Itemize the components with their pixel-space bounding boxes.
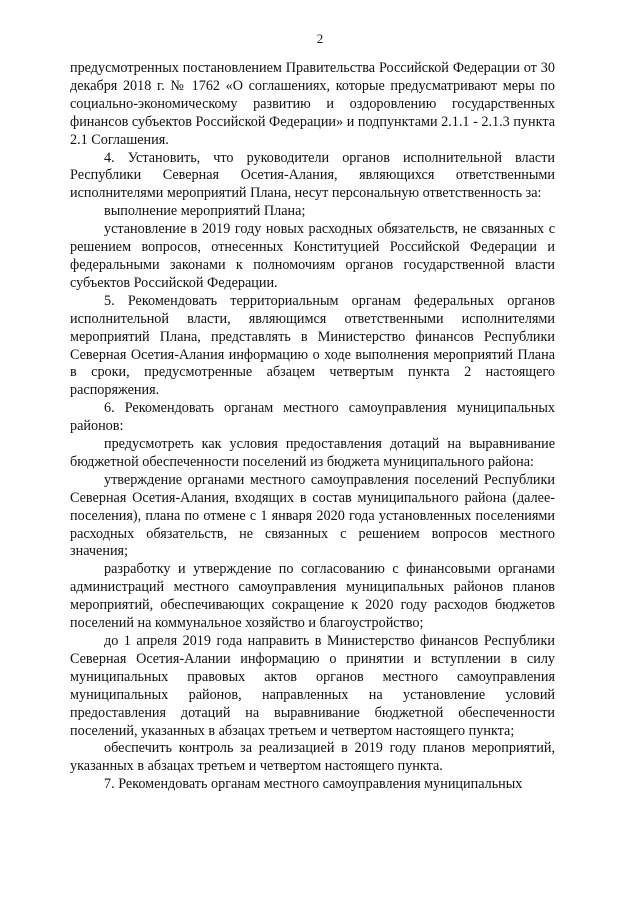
document-body	[70, 60, 555, 794]
paragraph: разработку и утверждение по согласованию с финансовыми органами администраций местного самоуправления муниципальных районов планов мероприятий, обеспечивающих сокращение к 2020 году расходов бюджетов поселений на коммунальное хозяйство и благоустройство;	[70, 561, 555, 632]
paragraph: обеспечить контроль за реализацией в 2019 году планов мероприятий, указанных в абзацах третьем и четвертом настоящего пункта.	[70, 740, 555, 775]
paragraph: установление в 2019 году новых расходных обязательств, не связанных с решением вопросов, отнесенных Конституцией Российской Федерации и федеральными законами к полномочиям органов государственной власти субъектов Российской Федерации.	[70, 221, 555, 291]
paragraph: 5. Рекомендовать территориальным органам федеральных органов исполнительной власти, являющимся ответственными исполнителями мероприятий Плана, представлять в Министерство финансов Республики Северная Осетия-Алания информацию о ходе выполнения мероприятий Плана в сроки, предусмотренные абзацем четвертым пункта 2 настоящего распоряжения.	[70, 292, 555, 399]
paragraph: выполнение мероприятий Плана;	[104, 203, 306, 220]
paragraph: утверждение органами местного самоуправления поселений Республики Северная Осетия-Алания, входящих в состав муниципального района (далее-поселения), плана по отмене с 1 января 2020 года установленных поселениями расходных обязательств, не связанных с решением вопросов местного значения;	[70, 471, 555, 560]
paragraph: до 1 апреля 2019 года направить в Министерство финансов Республики Северная Осетия-Алании информацию о принятии и вступлении в силу муниципальных правовых актов органов местного самоуправления муниципальных районов, направленных на установление условий предоставления дотаций на выравнивание бюджетной обеспеченности поселений, указанных в абзацах третьем и четвертом настоящего пункта;	[70, 633, 555, 739]
paragraph: предусмотреть как условия предоставления дотаций на выравнивание бюджетной обеспеченности поселений из бюджета муниципального района:	[70, 436, 555, 470]
paragraph: 4. Установить, что руководители органов исполнительной власти Республики Северная Осетия-Алания, являющихся ответственными исполнителями мероприятий Плана, несут персональную ответственность за:	[70, 149, 555, 202]
page-number: 2	[316, 31, 324, 46]
paragraph: 7. Рекомендовать органам местного самоуправления муниципальных	[104, 776, 523, 793]
paragraph: 6. Рекомендовать органам местного самоуправления муниципальных районов:	[70, 400, 555, 435]
paragraph: предусмотренных постановлением Правительства Российской Федерации от 30 декабря 2018 г. № 1762 «О соглашениях, которые предусматривают меры по социально-экономическому развитию и оздоровлению государственных финансов субъектов Российской Федерации» и подпунктами 2.1.1 - 2.1.3 пункта 2.1 Соглашения.	[70, 60, 555, 148]
